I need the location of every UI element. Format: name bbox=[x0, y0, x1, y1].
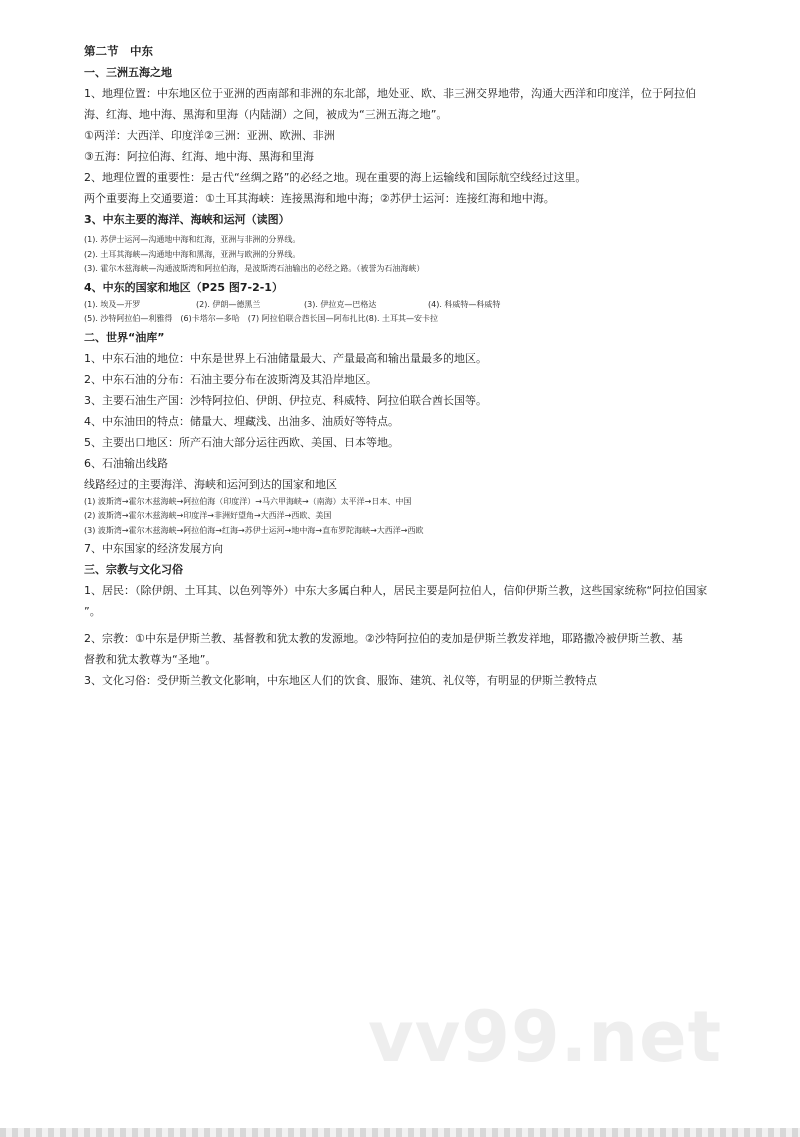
country-item: (4). 科威特—科威特 bbox=[428, 299, 501, 309]
oilfield-features-line: 4、中东油田的特点：储量大、埋藏浅、出油多、油质好等特点。 bbox=[84, 414, 399, 428]
geo-location-line-cont: 海、红海、地中海、黑海和里海（内陆湖）之间，被成为“三洲五海之地”。 bbox=[84, 108, 448, 121]
oil-route-item: (2) 波斯湾→霍尔木兹海峡→印度洋→非洲好望角→大西洋→西欧、美国 bbox=[84, 511, 332, 520]
five-seas-line: ③五海：阿拉伯海、红海、地中海、黑海和里海 bbox=[84, 150, 314, 163]
geo-location-line: 1、地理位置：中东地区位于亚洲的西南部和非洲的东北部，地处亚、欧、非三洲交界地带，沟通大西洋和印度洋，位于阿拉伯 bbox=[84, 87, 696, 100]
sea-routes-line: 两个重要海上交通要道：①土耳其海峡：连接黑海和地中海；②苏伊士运河：连接红海和地中海。 bbox=[84, 192, 555, 205]
oil-routes-subheading: 线路经过的主要海洋、海峡和运河到达的国家和地区 bbox=[84, 477, 337, 491]
oil-status-line: 1、中东石油的地位：中东是世界上石油储量最大、产量最高和输出量最多的地区。 bbox=[84, 351, 487, 365]
strait-item: (3). 霍尔木兹海峡—沟通波斯湾和阿拉伯海，是波斯湾石油输出的必经之路。（被誉为石油海峡） bbox=[84, 264, 425, 273]
oil-route-item: (1) 波斯湾→霍尔木兹海峡→阿拉伯海（印度洋）→马六甲海峡→（南海）太平洋→日本、中国 bbox=[84, 496, 412, 506]
religion-line: 2、宗教：①中东是伊斯兰教、基督教和犹太教的发源地。②沙特阿拉伯的麦加是伊斯兰教发祥地，耶路撒冷被伊斯兰教、基 bbox=[84, 632, 683, 645]
heading-countries: 4、中东的国家和地区（P25 图7-2-1） bbox=[84, 280, 283, 294]
oil-producers-line: 3、主要石油生产国：沙特阿拉伯、伊朗、伊拉克、科威特、阿拉伯联合酋长国等。 bbox=[84, 393, 487, 407]
economy-direction-line: 7、中东国家的经济发展方向 bbox=[84, 542, 223, 555]
two-oceans-line: ①两洋：大西洋、印度洋②三洲：亚洲、欧洲、非洲 bbox=[84, 129, 335, 142]
oil-distribution-line: 2、中东石油的分布：石油主要分布在波斯湾及其沿岸地区。 bbox=[84, 372, 377, 386]
heading-three-continents: 一、三洲五海之地 bbox=[84, 66, 172, 79]
page-bottom-border bbox=[0, 1128, 800, 1137]
religion-line-cont: 督教和犹太教尊为“圣地”。 bbox=[84, 653, 217, 666]
country-item: (3). 伊拉克—巴格达 bbox=[304, 299, 377, 309]
residents-line-cont: ”。 bbox=[84, 605, 101, 618]
residents-line: 1、居民：（除伊朗、土耳其、以色列等外）中东大多属白种人，居民主要是阿拉伯人，信仰伊斯兰教，这些国家统称“阿拉伯国家 bbox=[84, 584, 708, 597]
countries-row-1 bbox=[84, 298, 764, 313]
importance-line: 2、地理位置的重要性：是古代“丝绸之路”的必经之地。现在重要的海上运输线和国际航空线经过这里。 bbox=[84, 171, 587, 184]
culture-line: 3、文化习俗：受伊斯兰教文化影响，中东地区人们的饮食、服饰、建筑、礼仪等，有明显的伊斯兰教特点 bbox=[84, 674, 597, 687]
section-title: 第二节 中东 bbox=[84, 44, 153, 58]
strait-item: (2). 土耳其海峡—沟通地中海和黑海，亚洲与欧洲的分界线。 bbox=[84, 249, 301, 259]
strait-item: (1). 苏伊士运河—沟通地中海和红海，亚洲与非洲的分界线。 bbox=[84, 235, 301, 244]
heading-oil-depot: 二、世界“油库” bbox=[84, 330, 165, 344]
heading-straits: 3、中东主要的海洋、海峡和运河（读图） bbox=[84, 213, 290, 226]
oil-route-item: (3) 波斯湾→霍尔木兹海峡→阿拉伯海→红海→苏伊士运河→地中海→直布罗陀海峡→大西洋→西欧 bbox=[84, 525, 424, 535]
heading-religion-culture: 三、宗教与文化习俗 bbox=[84, 563, 183, 576]
countries-row-2: (5). 沙特阿拉伯—利雅得 (6)卡塔尔—多哈 (7) 阿拉伯联合酋长国—阿布扎比(8). 土耳其—安卡拉 bbox=[84, 314, 439, 323]
document-body bbox=[84, 42, 764, 691]
country-item: (2). 伊朗—德黑兰 bbox=[196, 299, 261, 309]
export-regions-line: 5、主要出口地区：所产石油大部分运往西欧、美国、日本等地。 bbox=[84, 435, 399, 449]
watermark-logo: vv99.net bbox=[368, 996, 723, 1078]
oil-routes-heading: 6、石油输出线路 bbox=[84, 456, 168, 470]
country-item: (1). 埃及—开罗 bbox=[84, 299, 141, 309]
